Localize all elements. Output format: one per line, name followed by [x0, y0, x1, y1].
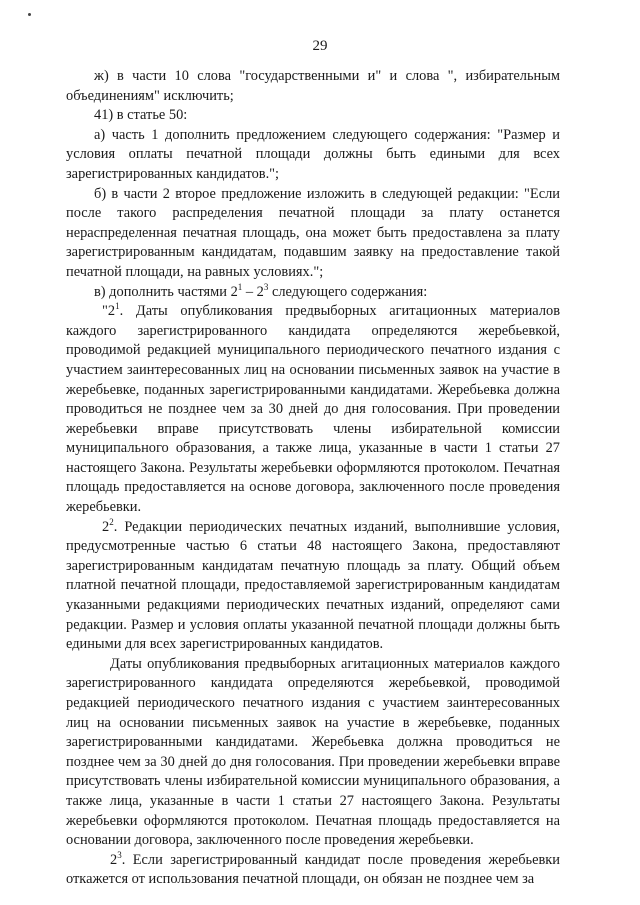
- paragraph-part-2-2: $2^2$. Редакции периодических печатных изданий, выполнившие условия, предусмотренные частью 6 статьи 48 настоящего Закона, предоставляют зарегистрированным кандидатам печатную площадь за плату. Общий объем платной печатной площади, предоставляемой зарегистрированным кандидатам указанными редакциями периодических печатных изданий, определяют сами редакции. Размер и условия оплаты указанной печатной площади должны быть едиными для всех зарегистрированных кандидатов.: [66, 516, 560, 653]
- paragraph-amendment-zh: ж) в части 10 слова "государственными и" и слова ", избирательным объединениям" исключить;: [66, 68, 560, 104]
- scan-speck: [28, 13, 31, 16]
- paragraph-amendment-a: а) часть 1 дополнить предложением следующего содержания: "Размер и условия оплаты печатной площади должны быть едиными для всех зарегистрированных кандидатов.";: [66, 126, 560, 182]
- paragraph-part-2-1: "$2^1$. Даты опубликования предвыборных агитационных материалов каждого зарегистрированного кандидата определяются жеребьевкой, проводимой редакцией муниципального периодического печатного издания с участием заинтересованных лиц на основании письменных заявок на участие в жеребьевке, поданных зарегистрированными кандидатами. Жеребьевка должна проводиться не позднее чем за 30 дней до дня голосования. При проведении жеребьевки вправе присутствовать члены избирательной комиссии муниципального образования, а также лица, указанные в части 1 статьи 27 настоящего Закона. Результаты жеребьевки оформляются протоколом. Печатная площадь предоставляется на основе договора, заключенного после проведения жеребьевки.: [66, 301, 560, 516]
- paragraph-part-2-3: $2^3$. Если зарегистрированный кандидат после проведения жеребьевки откажется от использования печатной площади, он обязан не позднее чем за: [66, 849, 560, 888]
- paragraph-amendment-v: в) дополнить частями $2^1 - 2^3$ следующего содержания:: [94, 281, 428, 300]
- document-body: [66, 67, 560, 890]
- paragraph-draw-dates: Даты опубликования предвыборных агитационных материалов каждого зарегистрированного кандидата определяются жеребьевкой, проводимой редакцией периодического печатного издания с участием заинтересованных лиц на основании письменных заявок на участие в жеребьевке, поданных зарегистрированными кандидатами. Жеребьевка должна проводиться не позднее чем за 30 дней до дня голосования. При проведении жеребьевки вправе присутствовать члены избирательной комиссии муниципального образования, а также лица, указанные в части 1 статьи 27 настоящего Закона. Результаты жеребьевки оформляются протоколом. Печатная площадь предоставляется на основании договора, заключенного после проведения жеребьевки.: [66, 655, 560, 849]
- paragraph-amendment-b: б) в части 2 второе предложение изложить в следующей редакции: "Если после такого распределения печатной площади за плату останется нераспределенная печатная площадь, она может быть предоставлена за плату зарегистрированным кандидатам, подавшим заявку на предоставление такой печатной площади, на равных условиях.";: [66, 185, 560, 280]
- paragraph-item-41: 41) в статье 50:: [94, 107, 188, 124]
- page-number: 29: [312, 38, 328, 54]
